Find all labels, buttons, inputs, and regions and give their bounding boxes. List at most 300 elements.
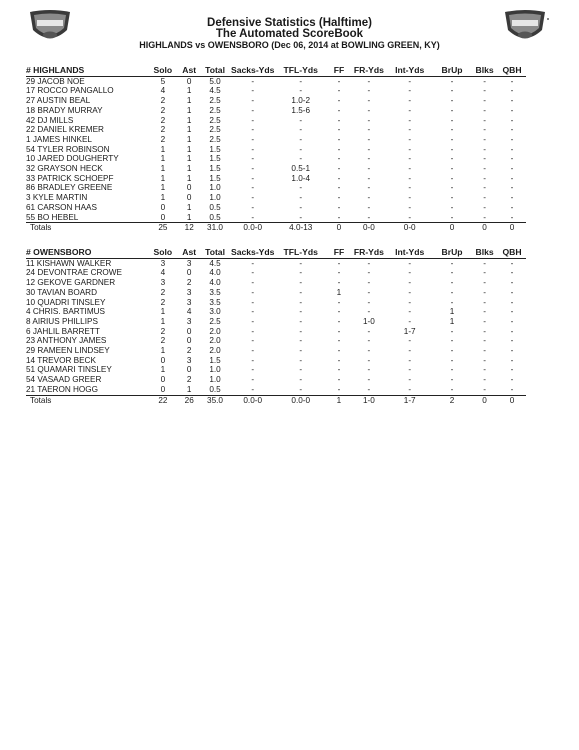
- total-sacks-yds: 0.0-0: [231, 395, 275, 405]
- stat-blks: -: [483, 287, 486, 297]
- stat-tfl-yds: -: [299, 115, 303, 125]
- stat-ff: -: [337, 115, 341, 125]
- stat-int-yds: -: [408, 375, 412, 385]
- player-name: 14 TREVOR BECK: [26, 355, 96, 365]
- totals-label: Totals: [26, 223, 147, 233]
- stat-brup: -: [450, 355, 454, 365]
- stat-qbh: -: [510, 183, 514, 193]
- stat-qbh: -: [510, 375, 514, 385]
- header-row: [26, 248, 526, 258]
- stat-int-yds: -: [408, 346, 412, 356]
- stat-sacks-yds: -: [251, 287, 255, 297]
- stat-ast: 1: [186, 154, 192, 164]
- col-header-brup: BrUp: [433, 66, 471, 76]
- stat-ast: 1: [186, 202, 192, 212]
- stat-ff: -: [337, 134, 341, 144]
- stat-total: 2.5: [209, 316, 221, 326]
- scan-speck: [547, 18, 549, 20]
- stat-solo: 2: [160, 134, 166, 144]
- stat-fr-yds: -: [367, 287, 371, 297]
- stat-brup: 1: [449, 307, 455, 317]
- stat-total: 0.5: [200, 213, 231, 223]
- stat-fr-yds: -: [367, 125, 371, 135]
- stat-brup: -: [450, 164, 454, 174]
- stat-blks: -: [483, 336, 486, 346]
- stat-blks: -: [483, 183, 486, 193]
- stat-int-yds: -: [408, 183, 412, 193]
- player-row: [26, 288, 526, 298]
- total-brup: 2: [433, 395, 471, 405]
- stat-total: 1.0: [209, 365, 221, 375]
- stat-tfl-yds: -: [299, 258, 303, 268]
- stat-total: 2.5: [209, 134, 221, 144]
- stat-qbh: -: [510, 287, 514, 297]
- stat-sacks-yds: -: [251, 173, 255, 183]
- stat-sacks-yds: -: [251, 144, 255, 154]
- stat-int-yds: -: [408, 125, 412, 135]
- player-name: 11 KISHAWN WALKER: [26, 258, 112, 268]
- player-row: [26, 375, 526, 385]
- stat-ast: 0: [186, 365, 192, 375]
- stat-int-yds: -: [386, 213, 432, 223]
- stat-int-yds: -: [408, 297, 412, 307]
- report-subtitle: The Automated ScoreBook: [215, 28, 364, 40]
- player-name: 10 JARED DOUGHERTY: [26, 154, 119, 164]
- player-row: [26, 193, 526, 203]
- stat-solo: 0: [147, 213, 179, 223]
- total-solo: 22: [147, 395, 179, 405]
- stat-ast: 2: [186, 278, 192, 288]
- stat-fr-yds: -: [367, 164, 371, 174]
- total-tfl-yds: 0.0-0: [275, 395, 327, 405]
- matchup-line: HIGHLANDS vs OWENSBORO (Dec 06, 2014 at BOWLING GREEN, KY): [139, 40, 440, 50]
- col-header-qbh: QBH: [498, 66, 526, 76]
- stat-brup: -: [450, 365, 454, 375]
- stat-fr-yds: -: [367, 336, 371, 346]
- stat-solo: 1: [160, 307, 166, 317]
- col-header-int-yds: Int-Yds: [386, 66, 432, 76]
- stat-int-yds: -: [408, 193, 412, 203]
- stat-total: 4.5: [209, 258, 221, 268]
- stat-blks: -: [483, 134, 486, 144]
- stat-sacks-yds: -: [251, 134, 255, 144]
- stat-int-yds: -: [408, 76, 412, 86]
- stat-int-yds: -: [408, 278, 412, 288]
- col-header-tfl-yds: TFL-Yds: [275, 66, 327, 76]
- player-row: [26, 76, 526, 86]
- stat-tfl-yds: -: [299, 193, 303, 203]
- stat-ff: -: [337, 144, 341, 154]
- stat-fr-yds: -: [367, 365, 371, 375]
- stat-tfl-yds: -: [299, 202, 303, 212]
- stat-ff: -: [337, 105, 341, 115]
- stat-ast: 2: [186, 346, 192, 356]
- stat-total: 3.5: [209, 297, 221, 307]
- player-row: [26, 307, 526, 317]
- stat-ast: 2: [186, 375, 192, 385]
- player-name: 32 GRAYSON HECK: [26, 164, 103, 174]
- player-row: [26, 86, 526, 96]
- stat-ff: -: [337, 355, 341, 365]
- stat-fr-yds: -: [367, 76, 371, 86]
- stat-blks: -: [483, 326, 486, 336]
- stat-fr-yds: -: [367, 193, 371, 203]
- col-header-blks: Blks: [471, 248, 498, 258]
- stat-fr-yds: -: [367, 355, 371, 365]
- stat-int-yds: -: [408, 307, 412, 317]
- col-header-ff: FF: [327, 66, 352, 76]
- stat-ast: 1: [186, 173, 192, 183]
- stat-brup: -: [450, 183, 454, 193]
- stat-ff: -: [337, 173, 341, 183]
- stat-fr-yds: -: [367, 144, 371, 154]
- stat-total: 2.5: [209, 115, 221, 125]
- stat-fr-yds: -: [367, 173, 371, 183]
- stat-ff: -: [337, 316, 341, 326]
- header-row: [26, 66, 526, 76]
- stat-ff: -: [337, 346, 341, 356]
- col-header-int-yds: Int-Yds: [386, 248, 432, 258]
- stat-solo: 1: [160, 346, 166, 356]
- stat-fr-yds: -: [367, 375, 371, 385]
- stat-blks: -: [483, 202, 486, 212]
- stat-ff: -: [327, 385, 352, 395]
- stat-brup: -: [450, 86, 454, 96]
- stat-ff: -: [337, 268, 341, 278]
- player-name: 30 TAVIAN BOARD: [26, 287, 97, 297]
- stat-tfl-yds: -: [299, 355, 303, 365]
- player-name: 51 QUAMARI TINSLEY: [26, 365, 112, 375]
- stat-solo: 0: [160, 375, 166, 385]
- stat-sacks-yds: -: [231, 385, 275, 395]
- stat-int-yds: -: [408, 134, 412, 144]
- col-header-brup: BrUp: [433, 248, 471, 258]
- stat-brup: -: [433, 213, 471, 223]
- stat-ff: -: [337, 258, 341, 268]
- stat-qbh: -: [510, 115, 514, 125]
- stat-ast: 1: [179, 385, 200, 395]
- stat-solo: 0: [160, 202, 166, 212]
- stat-blks: -: [483, 346, 486, 356]
- player-name: 27 AUSTIN BEAL: [26, 96, 91, 106]
- player-row: [26, 278, 526, 288]
- total-blks: 0: [471, 223, 498, 233]
- stat-blks: -: [471, 213, 498, 223]
- stat-brup: -: [450, 202, 454, 212]
- stat-int-yds: -: [408, 86, 412, 96]
- stat-fr-yds: -: [367, 134, 371, 144]
- team-name-header: # OWENSBORO: [26, 248, 147, 258]
- stat-total: 2.5: [209, 96, 221, 106]
- player-name: 23 ANTHONY JAMES: [26, 336, 107, 346]
- stat-ast: 1: [186, 105, 192, 115]
- stat-ff: 1: [336, 287, 342, 297]
- player-row: [26, 125, 526, 135]
- player-name: 1 JAMES HINKEL: [26, 134, 92, 144]
- stat-brup: -: [450, 154, 454, 164]
- stat-fr-yds: -: [367, 278, 371, 288]
- col-header-tfl-yds: TFL-Yds: [275, 248, 327, 258]
- total-tfl-yds: 4.0-13: [275, 223, 327, 233]
- stat-int-yds: -: [408, 164, 412, 174]
- stat-qbh: -: [510, 144, 514, 154]
- stat-blks: -: [483, 355, 486, 365]
- stat-brup: -: [450, 134, 454, 144]
- stat-tfl-yds: -: [299, 287, 303, 297]
- stat-tfl-yds: -: [299, 154, 303, 164]
- col-header-qbh: QBH: [498, 248, 526, 258]
- stat-tfl-yds: -: [299, 346, 303, 356]
- player-row: [26, 164, 526, 174]
- player-name: 24 DEVONTRAE CROWE: [26, 268, 122, 278]
- stat-qbh: -: [510, 307, 514, 317]
- totals-row: [26, 223, 526, 233]
- player-name: 55 BO HEBEL: [26, 213, 147, 223]
- stat-blks: -: [483, 297, 486, 307]
- stat-solo: 1: [160, 365, 166, 375]
- stat-solo: 5: [160, 76, 166, 86]
- stat-total: 1.5: [209, 154, 221, 164]
- stat-qbh: -: [510, 278, 514, 288]
- stat-sacks-yds: -: [251, 183, 255, 193]
- stat-ff: -: [337, 86, 341, 96]
- stat-ff: -: [337, 96, 341, 106]
- stat-ast: 1: [186, 125, 192, 135]
- stat-blks: -: [483, 268, 486, 278]
- stat-ff: -: [337, 125, 341, 135]
- stat-tfl-yds: -: [299, 316, 303, 326]
- player-name: 17 ROCCO PANGALLO: [26, 86, 114, 96]
- player-row: [26, 327, 526, 337]
- team-name-header: # HIGHLANDS: [26, 66, 147, 76]
- stat-total: 4.5: [209, 86, 221, 96]
- stat-sacks-yds: -: [251, 297, 255, 307]
- stat-fr-yds: -: [367, 268, 371, 278]
- total-fr-yds: 1-0: [351, 395, 386, 405]
- stat-total: 2.0: [209, 326, 221, 336]
- stat-fr-yds: -: [351, 213, 386, 223]
- stat-solo: 0: [147, 385, 179, 395]
- stat-blks: -: [483, 125, 486, 135]
- stat-sacks-yds: -: [251, 316, 255, 326]
- highlands-stats-table: [26, 66, 526, 233]
- stat-tfl-yds: -: [299, 183, 303, 193]
- stat-int-yds: -: [408, 336, 412, 346]
- col-header-solo: Solo: [147, 66, 179, 76]
- stat-fr-yds: -: [367, 202, 371, 212]
- player-row: [26, 336, 526, 346]
- stat-ast: 0: [186, 326, 192, 336]
- stat-int-yds: -: [408, 316, 412, 326]
- col-header-solo: Solo: [147, 248, 179, 258]
- stat-int-yds: -: [408, 96, 412, 106]
- stat-ff: -: [337, 164, 341, 174]
- stat-ast: 0: [186, 193, 192, 203]
- stat-solo: 4: [160, 268, 166, 278]
- owensboro-stats-table: [26, 248, 526, 405]
- stat-solo: 2: [160, 125, 166, 135]
- stat-ff: -: [337, 326, 341, 336]
- player-row: [26, 96, 526, 106]
- player-row: [26, 106, 526, 116]
- stat-solo: 2: [160, 287, 166, 297]
- col-header-fr-yds: FR-Yds: [351, 66, 386, 76]
- stat-sacks-yds: -: [251, 125, 255, 135]
- stat-qbh: -: [510, 125, 514, 135]
- stat-total: 0.5: [200, 385, 231, 395]
- stat-sacks-yds: -: [251, 115, 255, 125]
- stat-sacks-yds: -: [251, 375, 255, 385]
- stat-solo: 2: [160, 105, 166, 115]
- player-name: 54 VASAAD GREER: [26, 375, 102, 385]
- stat-qbh: -: [510, 268, 514, 278]
- total-total: 35.0: [200, 395, 231, 405]
- player-row: [26, 174, 526, 184]
- stat-solo: 2: [160, 326, 166, 336]
- stat-qbh: -: [510, 316, 514, 326]
- stat-brup: -: [450, 375, 454, 385]
- col-header-total: Total: [200, 66, 231, 76]
- stat-int-yds: -: [408, 144, 412, 154]
- stat-ff: -: [337, 154, 341, 164]
- stat-brup: -: [450, 105, 454, 115]
- stat-sacks-yds: -: [251, 258, 255, 268]
- col-header-ff: FF: [327, 248, 352, 258]
- stat-solo: 2: [160, 336, 166, 346]
- stat-blks: -: [483, 96, 486, 106]
- col-header-blks: Blks: [471, 66, 498, 76]
- stat-ast: 3: [186, 355, 192, 365]
- stat-ff: -: [337, 202, 341, 212]
- stat-brup: -: [450, 297, 454, 307]
- total-ast: 12: [179, 223, 200, 233]
- stat-brup: -: [450, 278, 454, 288]
- stat-brup: -: [450, 115, 454, 125]
- stat-sacks-yds: -: [251, 326, 255, 336]
- stat-brup: -: [450, 258, 454, 268]
- stat-ast: 4: [186, 307, 192, 317]
- player-row: [26, 183, 526, 193]
- stat-solo: 1: [160, 154, 166, 164]
- total-ff: 0: [327, 223, 352, 233]
- stat-total: 3.5: [209, 287, 221, 297]
- stat-tfl-yds: -: [299, 307, 303, 317]
- stat-sacks-yds: -: [251, 336, 255, 346]
- stat-qbh: -: [510, 355, 514, 365]
- stat-brup: -: [450, 193, 454, 203]
- stat-blks: -: [483, 144, 486, 154]
- stat-sacks-yds: -: [231, 213, 275, 223]
- stat-fr-yds: -: [367, 297, 371, 307]
- stat-blks: -: [483, 154, 486, 164]
- stat-brup: -: [450, 173, 454, 183]
- player-row: [26, 135, 526, 145]
- stat-qbh: -: [510, 164, 514, 174]
- player-row: [26, 268, 526, 278]
- stat-blks: -: [483, 258, 486, 268]
- stat-qbh: -: [498, 213, 526, 223]
- stat-tfl-yds: -: [275, 213, 327, 223]
- stat-sacks-yds: -: [251, 105, 255, 115]
- stat-qbh: -: [510, 86, 514, 96]
- stat-tfl-yds: -: [299, 86, 303, 96]
- total-int-yds: 1-7: [386, 395, 432, 405]
- stat-qbh: -: [510, 365, 514, 375]
- stat-ff: -: [337, 375, 341, 385]
- stat-blks: -: [483, 365, 486, 375]
- player-name: 6 JAHLIL BARRETT: [26, 326, 100, 336]
- stat-total: 0.5: [209, 202, 221, 212]
- stat-qbh: -: [498, 385, 526, 395]
- stat-sacks-yds: -: [251, 164, 255, 174]
- stat-total: 1.0: [209, 183, 221, 193]
- stat-sacks-yds: -: [251, 86, 255, 96]
- stat-sacks-yds: -: [251, 268, 255, 278]
- player-name: 10 QUADRI TINSLEY: [26, 297, 106, 307]
- player-name: 8 AIRIUS PHILLIPS: [26, 316, 98, 326]
- player-name: 29 RAMEEN LINDSEY: [26, 346, 110, 356]
- totals-row: [26, 395, 526, 405]
- stat-blks: -: [483, 307, 486, 317]
- stat-blks: -: [483, 278, 486, 288]
- stat-sacks-yds: -: [251, 365, 255, 375]
- player-name: 42 DJ MILLS: [26, 115, 74, 125]
- stat-blks: -: [471, 385, 498, 395]
- stat-ff: -: [337, 183, 341, 193]
- stat-ff: -: [337, 297, 341, 307]
- stat-qbh: -: [510, 105, 514, 115]
- stat-fr-yds: -: [367, 258, 371, 268]
- stat-blks: -: [483, 375, 486, 385]
- stat-ast: 1: [186, 144, 192, 154]
- stat-fr-yds: -: [367, 115, 371, 125]
- stat-brup: -: [450, 326, 454, 336]
- stat-blks: -: [483, 164, 486, 174]
- stat-tfl-yds: -: [299, 297, 303, 307]
- stat-blks: -: [483, 173, 486, 183]
- stat-sacks-yds: -: [251, 154, 255, 164]
- total-qbh: 0: [498, 223, 526, 233]
- stat-sacks-yds: -: [251, 96, 255, 106]
- stat-fr-yds: -: [351, 385, 386, 395]
- stat-ff: -: [337, 365, 341, 375]
- stat-total: 2.5: [209, 105, 221, 115]
- stat-tfl-yds: -: [299, 268, 303, 278]
- stat-fr-yds: -: [367, 86, 371, 96]
- stat-qbh: -: [510, 76, 514, 86]
- player-name: 54 TYLER ROBINSON: [26, 144, 110, 154]
- stat-sacks-yds: -: [251, 76, 255, 86]
- stat-solo: 2: [160, 297, 166, 307]
- player-row: [26, 116, 526, 126]
- total-int-yds: 0-0: [386, 223, 432, 233]
- stat-int-yds: -: [408, 268, 412, 278]
- stat-fr-yds: -: [367, 307, 371, 317]
- stat-int-yds: -: [408, 355, 412, 365]
- stat-solo: 1: [160, 183, 166, 193]
- stat-int-yds: -: [408, 202, 412, 212]
- stat-int-yds: 1-7: [403, 326, 416, 336]
- totals-label: Totals: [26, 395, 147, 405]
- stat-solo: 2: [160, 115, 166, 125]
- stat-total: 5.0: [209, 76, 221, 86]
- stat-ast: 3: [186, 287, 192, 297]
- col-header-ast: Ast: [179, 248, 200, 258]
- stat-total: 2.5: [209, 125, 221, 135]
- stat-tfl-yds: -: [299, 336, 303, 346]
- stat-fr-yds: -: [367, 346, 371, 356]
- stat-ast: 1: [179, 213, 200, 223]
